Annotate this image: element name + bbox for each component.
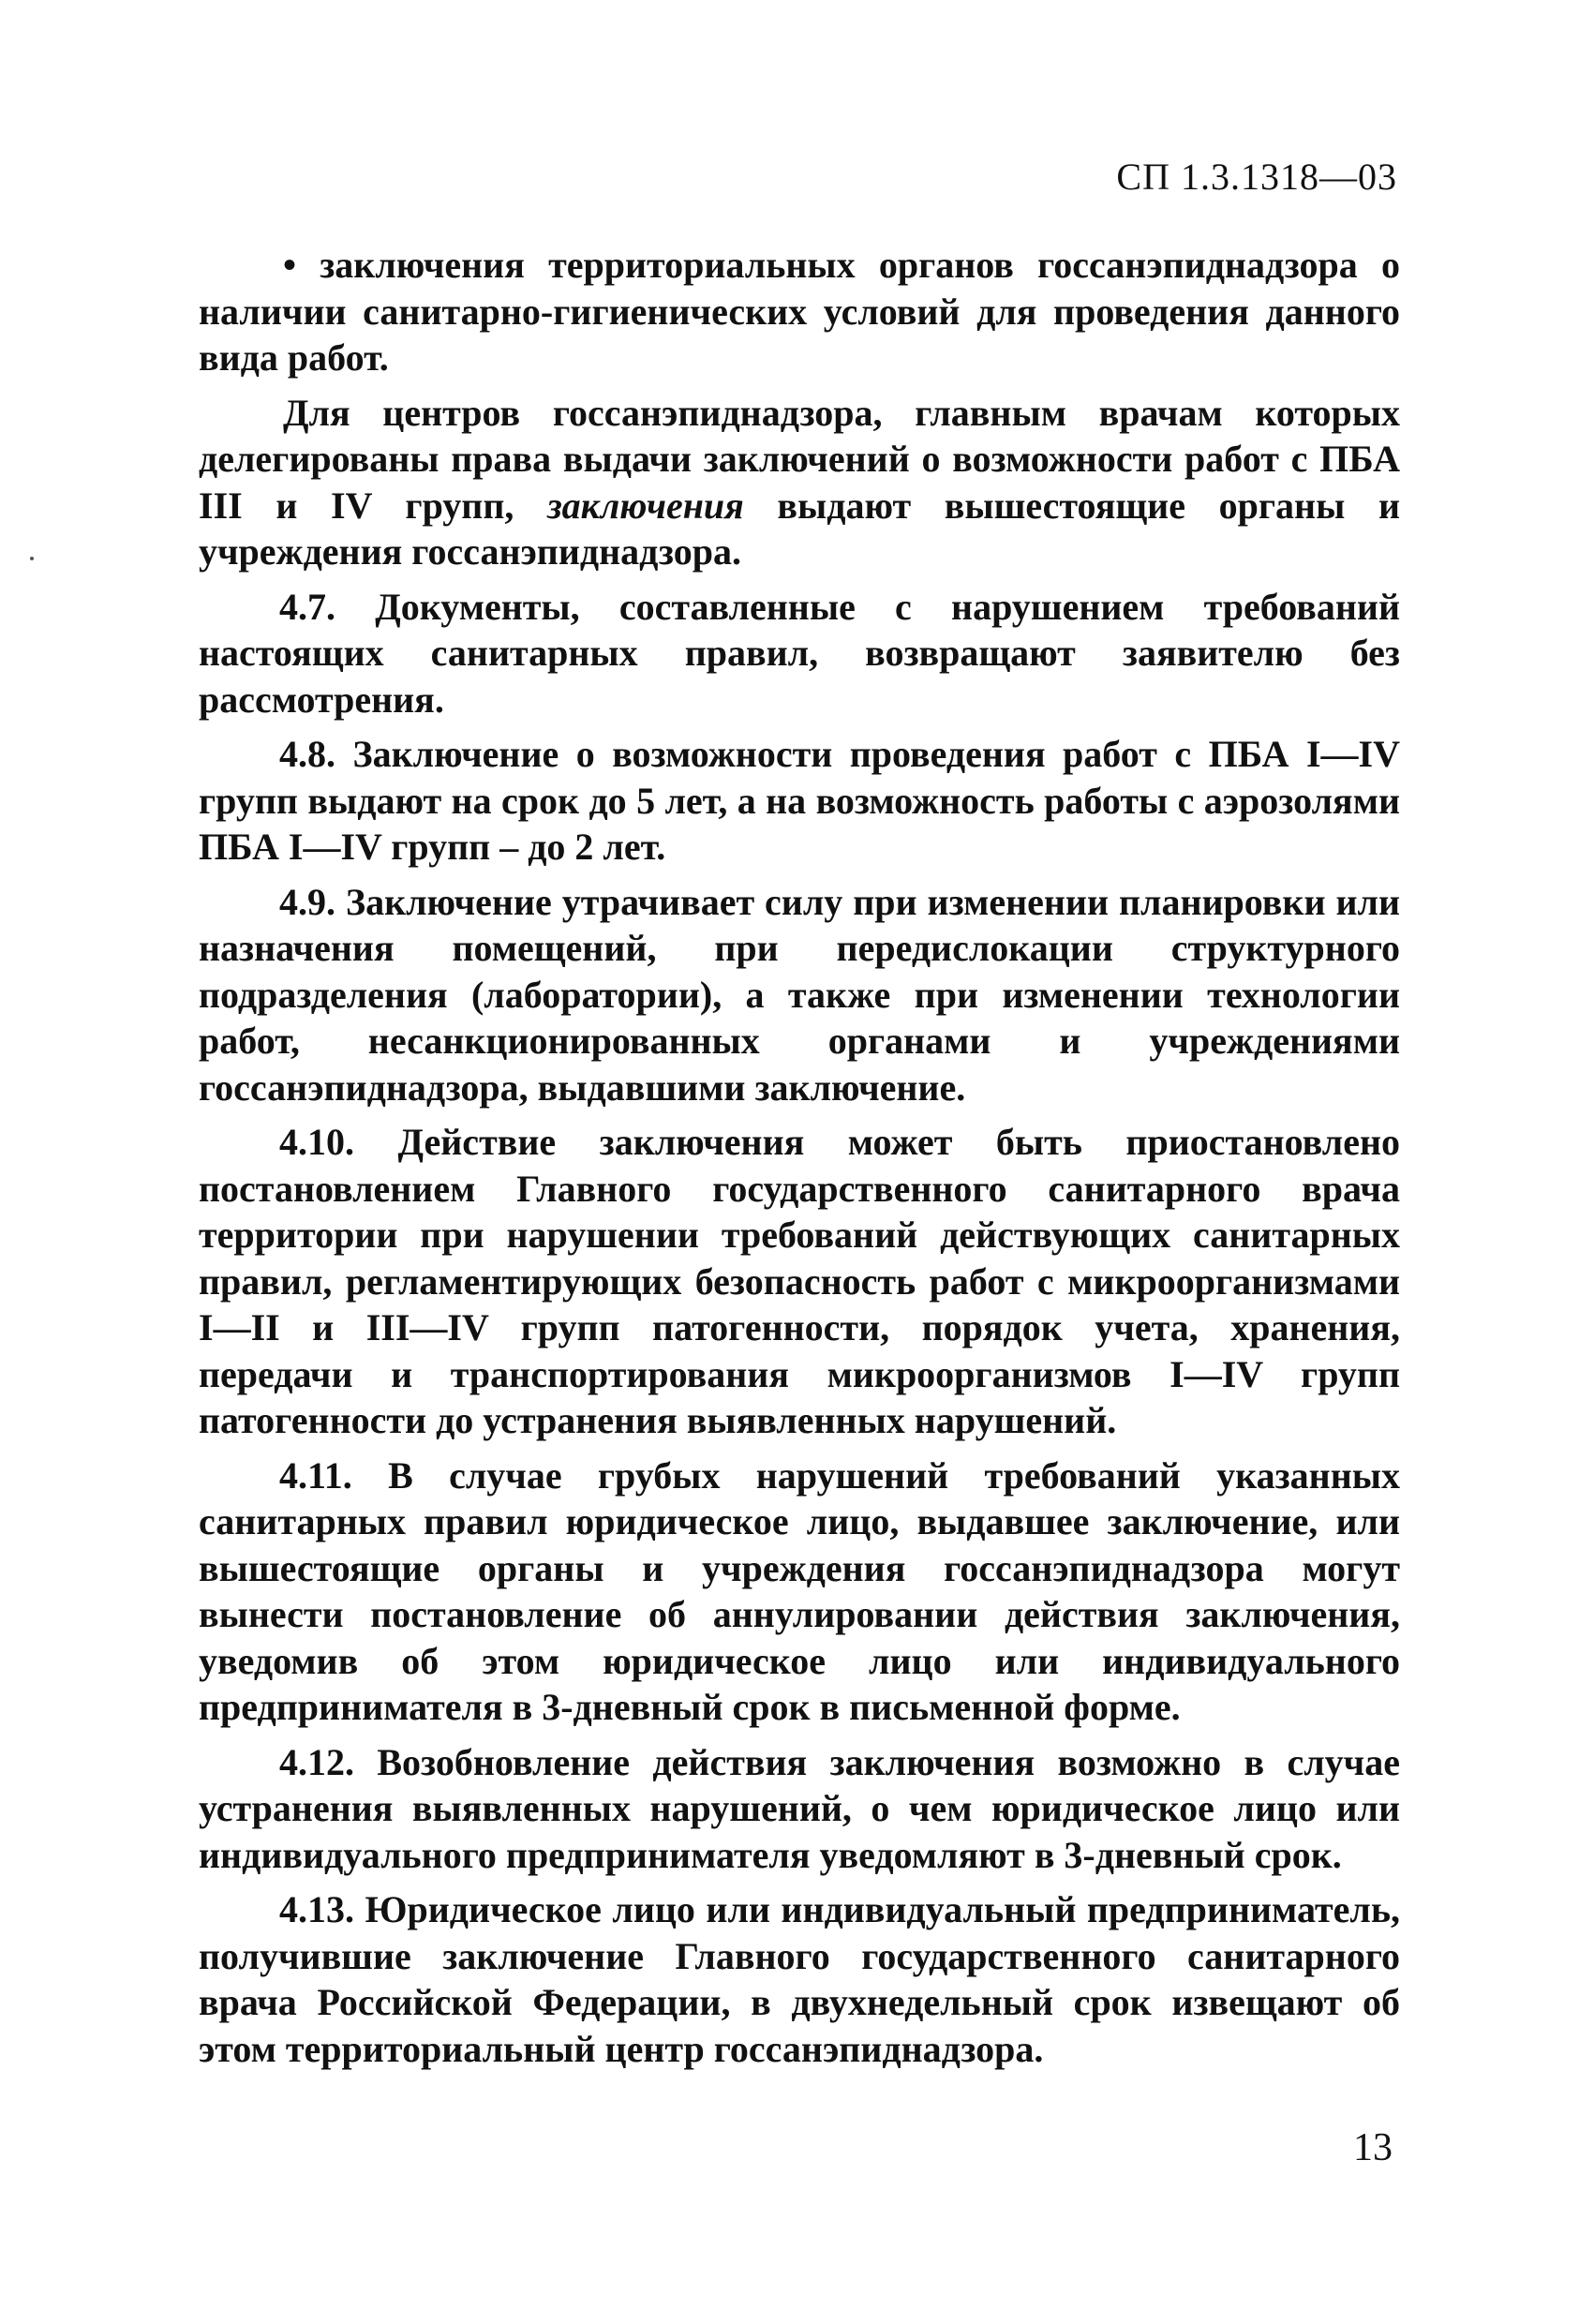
paragraph-4-10: 4.10. Действие заключения может быть приостановлено постановлением Главного государственного санитарного врача территории при нарушении требований действующих санитарных правил, регламентирующих безопасность работ с микроорганизмами I—II и III—IV групп патогенности, порядок учета, хранения, передачи и транспортирования микроорганизмов I—IV групп патогенности до устранения выявленных нарушений. [199,1121,1400,1441]
paragraph-delegation-italic-term: заключения [547,484,744,527]
paragraph-4-9: 4.9. Заключение утрачивает силу при изменении планировки или назначения помещений, при передислокации структурного подразделения (лаборатории), а также при изменении технологии работ, несанкционированных органами и учреждениями госсанэпиднадзора, выдавшими заключение. [199,880,1400,1109]
document-body [199,242,1400,2080]
scan-artifact-dot [30,557,34,560]
document-code-header: СП 1.3.1318—03 [1116,156,1397,198]
paragraph-4-7: 4.7. Документы, составленные с нарушением требований настоящих санитарных правил, возвращают заявителю без рассмотрения. [199,585,1400,721]
paragraph-delegation-text-end: выдают вышестоящие органы и учреждения госсанэпиднадзора. [199,484,1401,573]
paragraph-4-11: 4.11. В случае грубых нарушений требований указанных санитарных правил юридическое лицо, выдавшее заключение, или вышестоящие органы и учреждения госсанэпиднадзора могут вынести постановление об аннулировании действия заключения, уведомив об этом юридическое лицо или индивидуального предпринимателя в 3-дневный срок в письменной форме. [199,1453,1400,1728]
paragraph-delegation-text-start: Для центров госсанэпиднадзора, главным врачам которых делегированы права выдачи заключений о возможности работ с ПБА III и IV групп, [199,391,1400,527]
paragraph-4-12: 4.12. Возобновление действия заключения возможно в случае устранения выявленных нарушений, о чем юридическое лицо или индивидуального предпринимателя уведомляют в 3-дневный срок. [199,1740,1400,1876]
paragraph-4-13: 4.13. Юридическое лицо или индивидуальный предприниматель, получившие заключение Главного государственного санитарного врача Российской Федерации, в двухнедельный срок извещают об этом территориальный центр госсанэпиднадзора. [199,1888,1400,2070]
page-number: 13 [1353,2126,1393,2169]
paragraph-delegation [199,390,1400,575]
paragraph-bullet-conclusions: • заключения территориальных органов госсанэпиднадзора о наличии санитарно-гигиенических условий для проведения данного вида работ. [199,244,1400,379]
paragraph-4-8: 4.8. Заключение о возможности проведения работ с ПБА I—IV групп выдают на срок до 5 лет, а на возможность работы с аэрозолями ПБА I—IV групп – до 2 лет. [199,733,1400,868]
